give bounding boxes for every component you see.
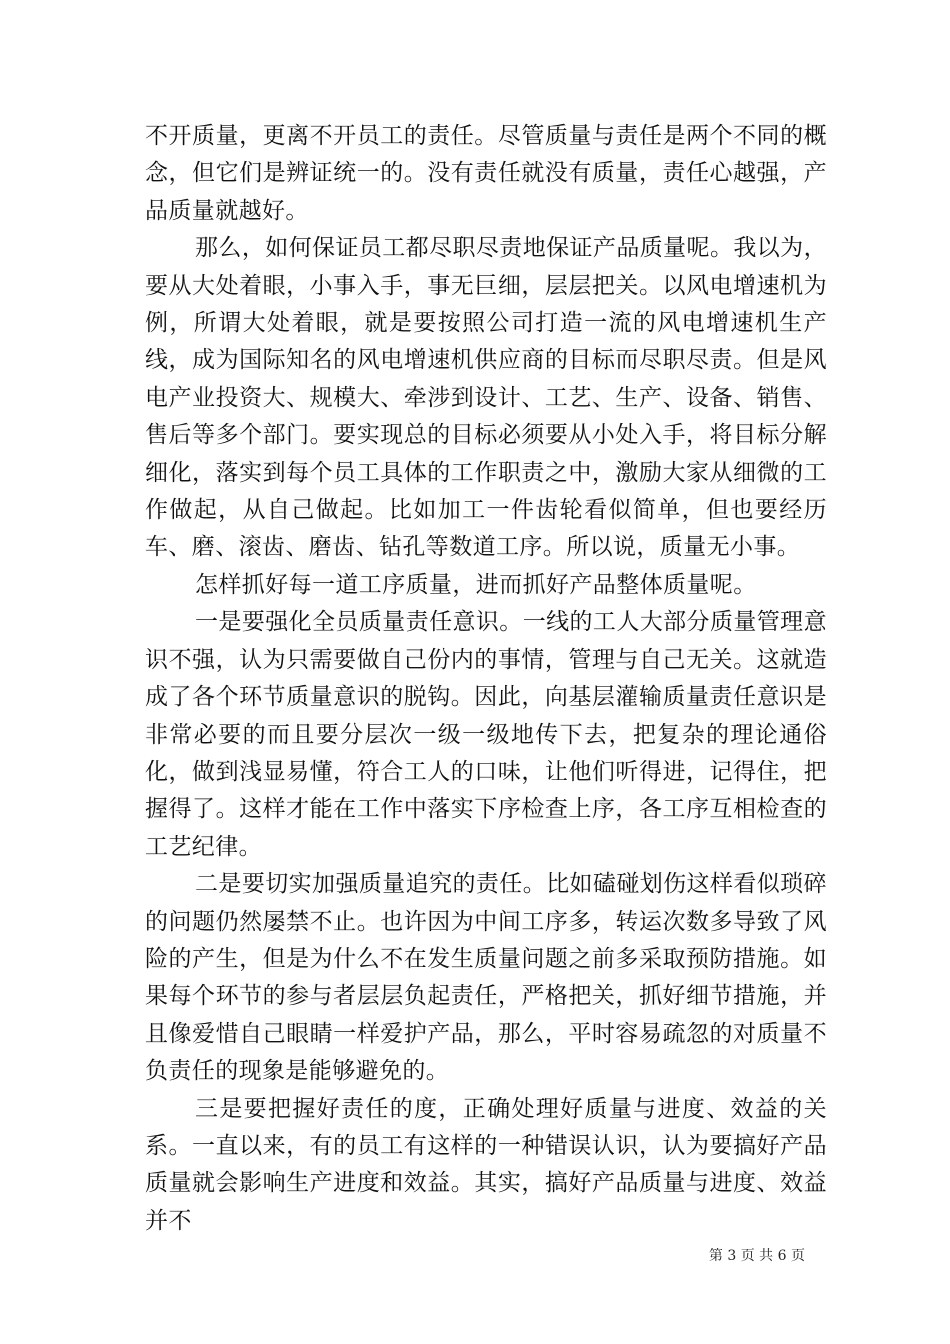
paragraph-question: 怎样抓好每一道工序质量，进而抓好产品整体质量呢。 <box>195 571 757 598</box>
paragraph-point-one: 一是要强化全员质量责任意识。一线的工人大部分质量管理意识不强，认为只需要做自己份内的事情，管理与自己无关。这就造成了各个环节质量意识的脱钩。因此，向基层灌输质量责任意识是非常必要的而且要分层次一级一级地传下去，把复杂的理论通俗化，做到浅显易懂，符合工人的口味，让他们听得进，记得住，把握得了。这样才能在工作中落实下序检查上序，各工序互相检查的工艺纪律。 <box>145 609 827 860</box>
paragraph-point-two: 二是要切实加强质量追究的责任。比如磕碰划伤这样看似琐碎的问题仍然屡禁不止。也许因为中间工序多，转运次数多导致了风险的产生，但是为什么不在发生质量问题之前多采取预防措施。如果每个环节的参与者层层负起责任，严格把关，抓好细节措施，并且像爱惜自己眼睛一样爱护产品，那么，平时容易疏忽的对质量不负责任的现象是能够避免的。 <box>145 871 827 1085</box>
paragraph-continuation: 不开质量，更离不开员工的责任。尽管质量与责任是两个不同的概念，但它们是辨证统一的。没有责任就没有质量，责任心越强，产品质量就越好。 <box>145 123 827 224</box>
document-body <box>145 118 827 1240</box>
paragraph-point-three: 三是要把握好责任的度，正确处理好质量与进度、效益的关系。一直以来，有的员工有这样的一种错误认识，认为要搞好产品质量就会影响生产进度和效益。其实，搞好产品质量与进度、效益并不 <box>145 1095 827 1234</box>
paragraph-how-to-ensure-quality: 那么，如何保证员工都尽职尽责地保证产品质量呢。我以为，要从大处着眼，小事入手，事无巨细，层层把关。以风电增速机为例，所谓大处着眼，就是要按照公司打造一流的风电增速机生产线，成为国际知名的风电增速机供应商的目标而尽职尽责。但是风电产业投资大、规模大、牵涉到设计、工艺、生产、设备、销售、售后等多个部门。要实现总的目标必须要从小处入手，将目标分解细化，落实到每个员工具体的工作职责之中，激励大家从细微的工作做起，从自己做起。比如加工一件齿轮看似简单，但也要经历车、磨、滚齿、磨齿、钻孔等数道工序。所以说，质量无小事。 <box>145 235 827 561</box>
page-number-footer: 第 3 页 共 6 页 <box>708 1248 805 1264</box>
